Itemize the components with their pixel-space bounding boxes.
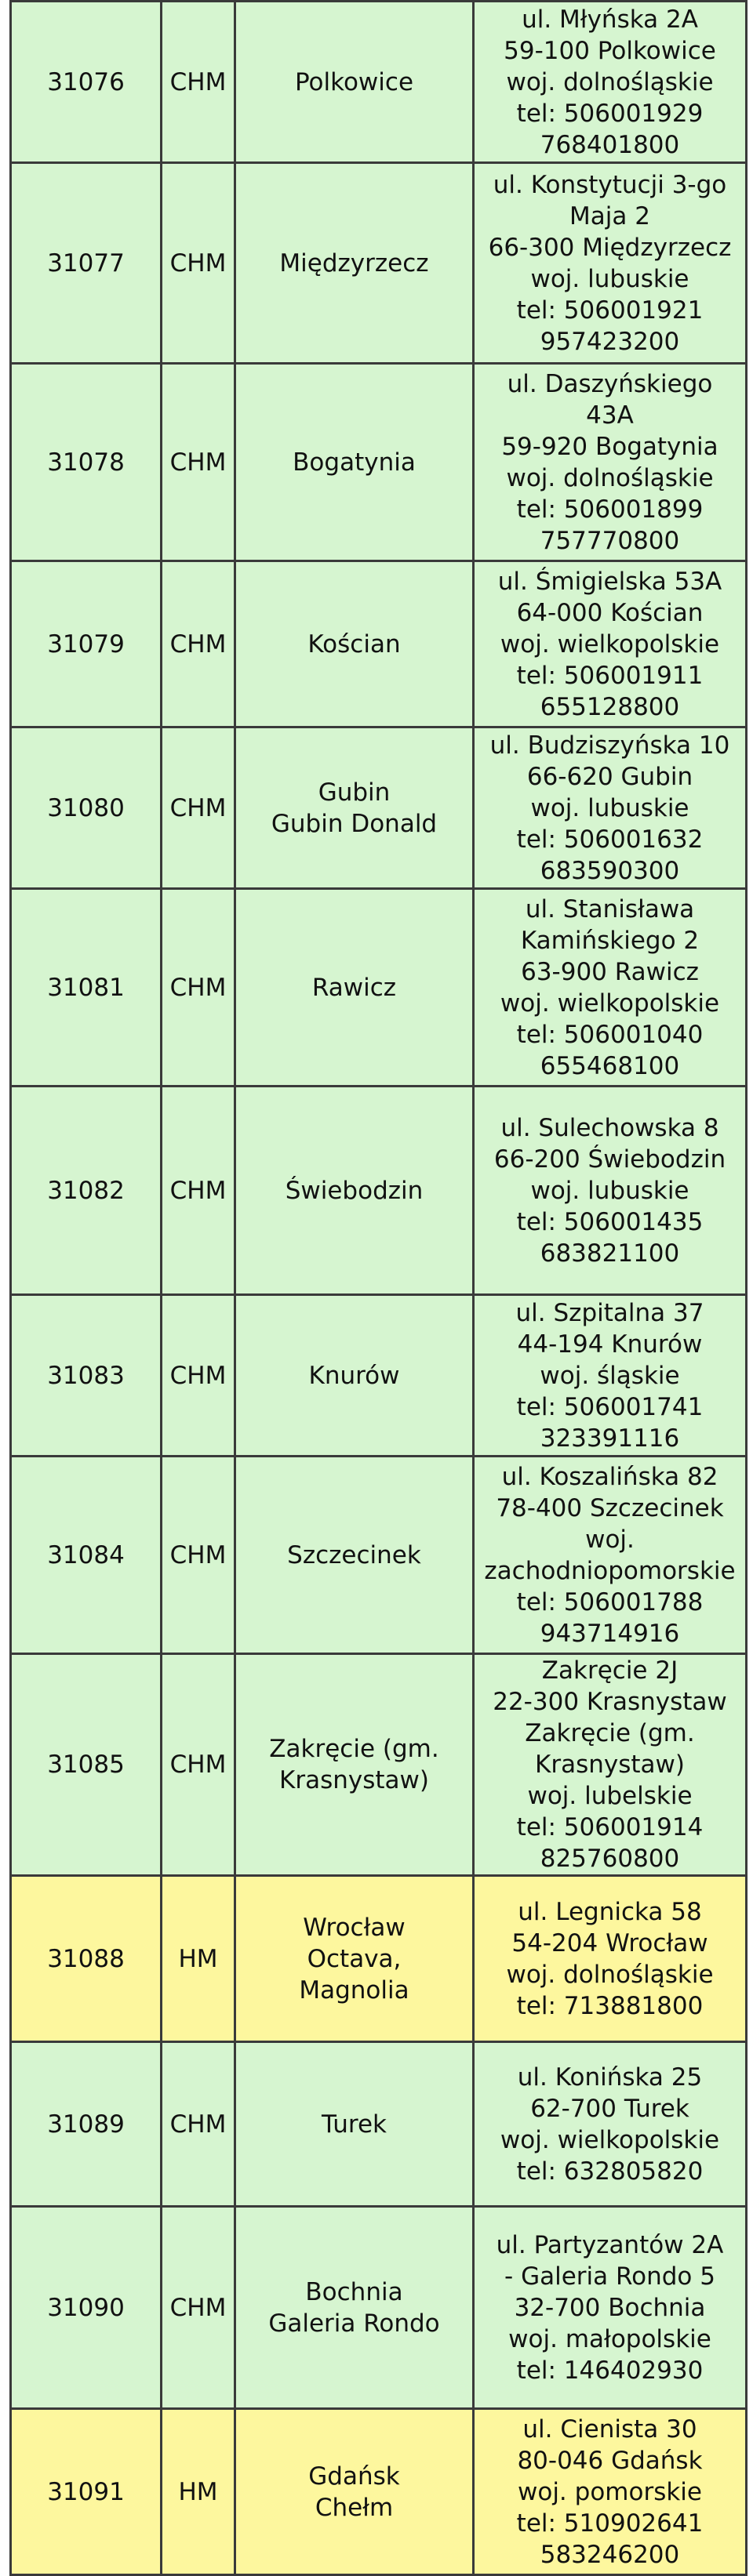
store-city-cell [235, 163, 474, 364]
store-address-cell [474, 727, 747, 889]
address-line: tel: 506001632 [516, 825, 704, 854]
address-line: ul. Daszyńskiego [507, 369, 713, 398]
address-line: ul. Stanisława [525, 894, 695, 923]
city-line: Wrocław [303, 1913, 406, 1942]
address-line: 66-300 Międzyrzecz [488, 233, 732, 262]
table-row [11, 889, 747, 1087]
address-line: ul. Legnicka 58 [518, 1897, 702, 1926]
address-line: 43A [586, 401, 634, 430]
table-row [11, 364, 747, 561]
table-row [11, 1457, 747, 1654]
address-line: woj. lubelskie [527, 1782, 693, 1810]
city-line: Galeria Rondo [268, 2309, 440, 2338]
address-line: ul. Młyńska 2A [522, 5, 698, 34]
city-line: Bochnia [305, 2277, 403, 2306]
store-city-cell [235, 1295, 474, 1457]
address-line: ul. Konińska 25 [517, 2063, 703, 2092]
table-row [11, 2042, 747, 2207]
address-line: tel: 506001741 [516, 1392, 704, 1421]
address-line: zachodniopomorskie [484, 1556, 736, 1585]
address-line: tel: 506001435 [516, 1207, 704, 1236]
store-address-cell [474, 1295, 747, 1457]
address-line: woj. małopolskie [508, 2324, 711, 2353]
store-type-cell: HM [162, 1876, 235, 2042]
city-line: Bogatynia [293, 448, 416, 477]
address-line: tel: 506001914 [516, 1813, 704, 1841]
store-city-cell [235, 2409, 474, 2575]
store-code-cell: 31076 [11, 2, 162, 163]
city-line: Szczecinek [287, 1540, 421, 1569]
store-address-cell [474, 1457, 747, 1654]
address-line: 768401800 [540, 130, 680, 159]
address-line: ul. Śmigielska 53A [497, 567, 722, 596]
city-line: Gubin Donald [271, 809, 438, 838]
city-line: Turek [322, 2110, 387, 2139]
address-line: woj. [585, 1525, 635, 1554]
address-line: 757770800 [540, 526, 680, 555]
address-line: tel: 713881800 [516, 1991, 704, 2020]
address-line: woj. dolnośląskie [506, 463, 714, 492]
address-line: 683590300 [540, 856, 680, 885]
store-type-cell: CHM [162, 727, 235, 889]
address-line: woj. lubuskie [530, 264, 689, 293]
address-line: 80-046 Gdańsk [517, 2446, 703, 2475]
store-code-cell: 31080 [11, 727, 162, 889]
store-code-cell: 31085 [11, 1654, 162, 1876]
store-city-cell [235, 889, 474, 1087]
address-line: woj. pomorskie [518, 2477, 702, 2506]
store-type-cell: CHM [162, 1087, 235, 1295]
table-row [11, 561, 747, 727]
address-line: tel: 506001911 [516, 661, 704, 690]
store-address-cell [474, 2042, 747, 2207]
address-line: ul. Budziszyńska 10 [489, 731, 730, 760]
store-address-cell [474, 1654, 747, 1876]
store-code-cell: 31081 [11, 889, 162, 1087]
store-city-cell [235, 1087, 474, 1295]
address-line: 825760800 [540, 1845, 680, 1873]
store-address-cell [474, 2, 747, 163]
address-line: woj. dolnośląskie [506, 67, 714, 96]
store-address-cell [474, 1876, 747, 2042]
address-line: 323391116 [540, 1424, 680, 1453]
address-line: 78-400 Szczecinek [496, 1493, 724, 1522]
address-line: woj. dolnośląskie [506, 1960, 714, 1989]
address-line: tel: 510902641 [516, 2509, 704, 2538]
store-table [9, 0, 748, 2576]
city-line: Zakręcie (gm. [269, 1735, 439, 1763]
city-line: Międzyrzecz [279, 249, 429, 278]
store-type-cell: CHM [162, 1457, 235, 1654]
address-line: 655128800 [540, 692, 680, 721]
address-line: 583246200 [540, 2540, 680, 2569]
address-line: 66-200 Świebodzin [493, 1145, 726, 1174]
store-code-cell: 31089 [11, 2042, 162, 2207]
city-line: Gubin [318, 778, 391, 807]
store-city-cell [235, 364, 474, 561]
table-row [11, 1876, 747, 2042]
city-line: Knurów [308, 1361, 400, 1390]
store-code-cell: 31083 [11, 1295, 162, 1457]
store-type-cell: CHM [162, 364, 235, 561]
store-city-cell [235, 2042, 474, 2207]
store-type-cell: CHM [162, 2, 235, 163]
store-code-cell: 31079 [11, 561, 162, 727]
store-type-cell: CHM [162, 2207, 235, 2409]
store-code-cell: 31078 [11, 364, 162, 561]
store-code-cell: 31077 [11, 163, 162, 364]
table-row [11, 163, 747, 364]
store-city-cell [235, 1876, 474, 2042]
store-city-cell [235, 2207, 474, 2409]
store-code-cell: 31091 [11, 2409, 162, 2575]
store-code-cell: 31084 [11, 1457, 162, 1654]
table-row [11, 2409, 747, 2575]
address-line: ul. Koszalińska 82 [501, 1462, 718, 1491]
address-line: tel: 146402930 [516, 2356, 704, 2385]
city-line: Krasnystaw) [279, 1766, 429, 1794]
store-type-cell: CHM [162, 1654, 235, 1876]
address-line: woj. wielkopolskie [500, 989, 720, 1018]
store-type-cell: CHM [162, 561, 235, 727]
table-row [11, 1654, 747, 1876]
store-address-cell [474, 2207, 747, 2409]
store-address-cell [474, 1087, 747, 1295]
store-city-cell [235, 561, 474, 727]
address-line: tel: 506001040 [516, 1020, 704, 1049]
store-address-cell [474, 889, 747, 1087]
city-line: Octava, [307, 1944, 402, 1973]
address-line: tel: 506001899 [516, 495, 704, 524]
city-line: Magnolia [299, 1976, 409, 2005]
address-line: Krasnystaw) [535, 1751, 685, 1779]
city-line: Rawicz [311, 973, 397, 1002]
store-address-cell [474, 163, 747, 364]
address-line: 44-194 Knurów [517, 1330, 703, 1359]
address-line: 22-300 Krasnystaw [493, 1688, 727, 1716]
store-city-cell [235, 1654, 474, 1876]
address-line: 63-900 Rawicz [521, 957, 699, 986]
store-type-cell: HM [162, 2409, 235, 2575]
address-line: woj. lubuskie [530, 1176, 689, 1205]
address-line: 54-204 Wrocław [511, 1928, 708, 1957]
address-line: Zakręcie (gm. [525, 1719, 695, 1747]
address-line: woj. wielkopolskie [500, 629, 720, 659]
address-line: 62-700 Turek [530, 2094, 689, 2123]
store-code-cell: 31082 [11, 1087, 162, 1295]
city-line: Kościan [307, 629, 401, 659]
store-table-wrapper [9, 0, 748, 2576]
city-line: Świebodzin [285, 1176, 424, 1205]
city-line: Gdańsk [308, 2462, 400, 2491]
store-address-cell [474, 561, 747, 727]
address-line: woj. wielkopolskie [500, 2125, 720, 2154]
address-line: tel: 506001929 [516, 99, 704, 128]
city-line: Chełm [315, 2493, 394, 2522]
table-row [11, 1087, 747, 1295]
table-row [11, 1295, 747, 1457]
address-line: 66-620 Gubin [526, 762, 693, 791]
address-line: Kamińskiego 2 [520, 926, 700, 955]
address-line: tel: 632805820 [516, 2157, 704, 2186]
store-address-cell [474, 2409, 747, 2575]
address-line: 683821100 [540, 1239, 680, 1268]
store-type-cell: CHM [162, 2042, 235, 2207]
table-row [11, 2207, 747, 2409]
address-line: tel: 506001921 [516, 296, 704, 325]
address-line: 943714916 [540, 1619, 680, 1648]
address-line: 957423200 [540, 327, 680, 356]
table-row [11, 2, 747, 163]
address-line: tel: 506001788 [516, 1587, 704, 1616]
store-type-cell: CHM [162, 1295, 235, 1457]
store-code-cell: 31090 [11, 2207, 162, 2409]
table-row [11, 727, 747, 889]
address-line: ul. Partyzantów 2A [496, 2230, 724, 2259]
address-line: 32-700 Bochnia [514, 2293, 706, 2322]
address-line: 59-100 Polkowice [504, 36, 716, 65]
store-city-cell [235, 727, 474, 889]
store-table-body [11, 2, 747, 2575]
address-line: woj. lubuskie [530, 793, 689, 822]
address-line: ul. Konstytucji 3-go [493, 170, 727, 199]
address-line: Maja 2 [569, 201, 650, 230]
address-line: 655468100 [540, 1051, 680, 1080]
address-line: - Galeria Rondo 5 [504, 2262, 715, 2291]
address-line: ul. Sulechowska 8 [500, 1113, 719, 1142]
city-line: Polkowice [294, 67, 414, 96]
store-city-cell [235, 2, 474, 163]
address-line: woj. śląskie [540, 1361, 680, 1390]
store-type-cell: CHM [162, 889, 235, 1087]
address-line: 64-000 Kościan [516, 598, 704, 627]
store-city-cell [235, 1457, 474, 1654]
address-line: ul. Cienista 30 [522, 2415, 697, 2444]
store-type-cell: CHM [162, 163, 235, 364]
address-line: ul. Szpitalna 37 [515, 1298, 704, 1327]
address-line: Zakręcie 2J [541, 1656, 678, 1685]
store-code-cell: 31088 [11, 1876, 162, 2042]
address-line: 59-920 Bogatynia [501, 432, 718, 461]
store-address-cell [474, 364, 747, 561]
